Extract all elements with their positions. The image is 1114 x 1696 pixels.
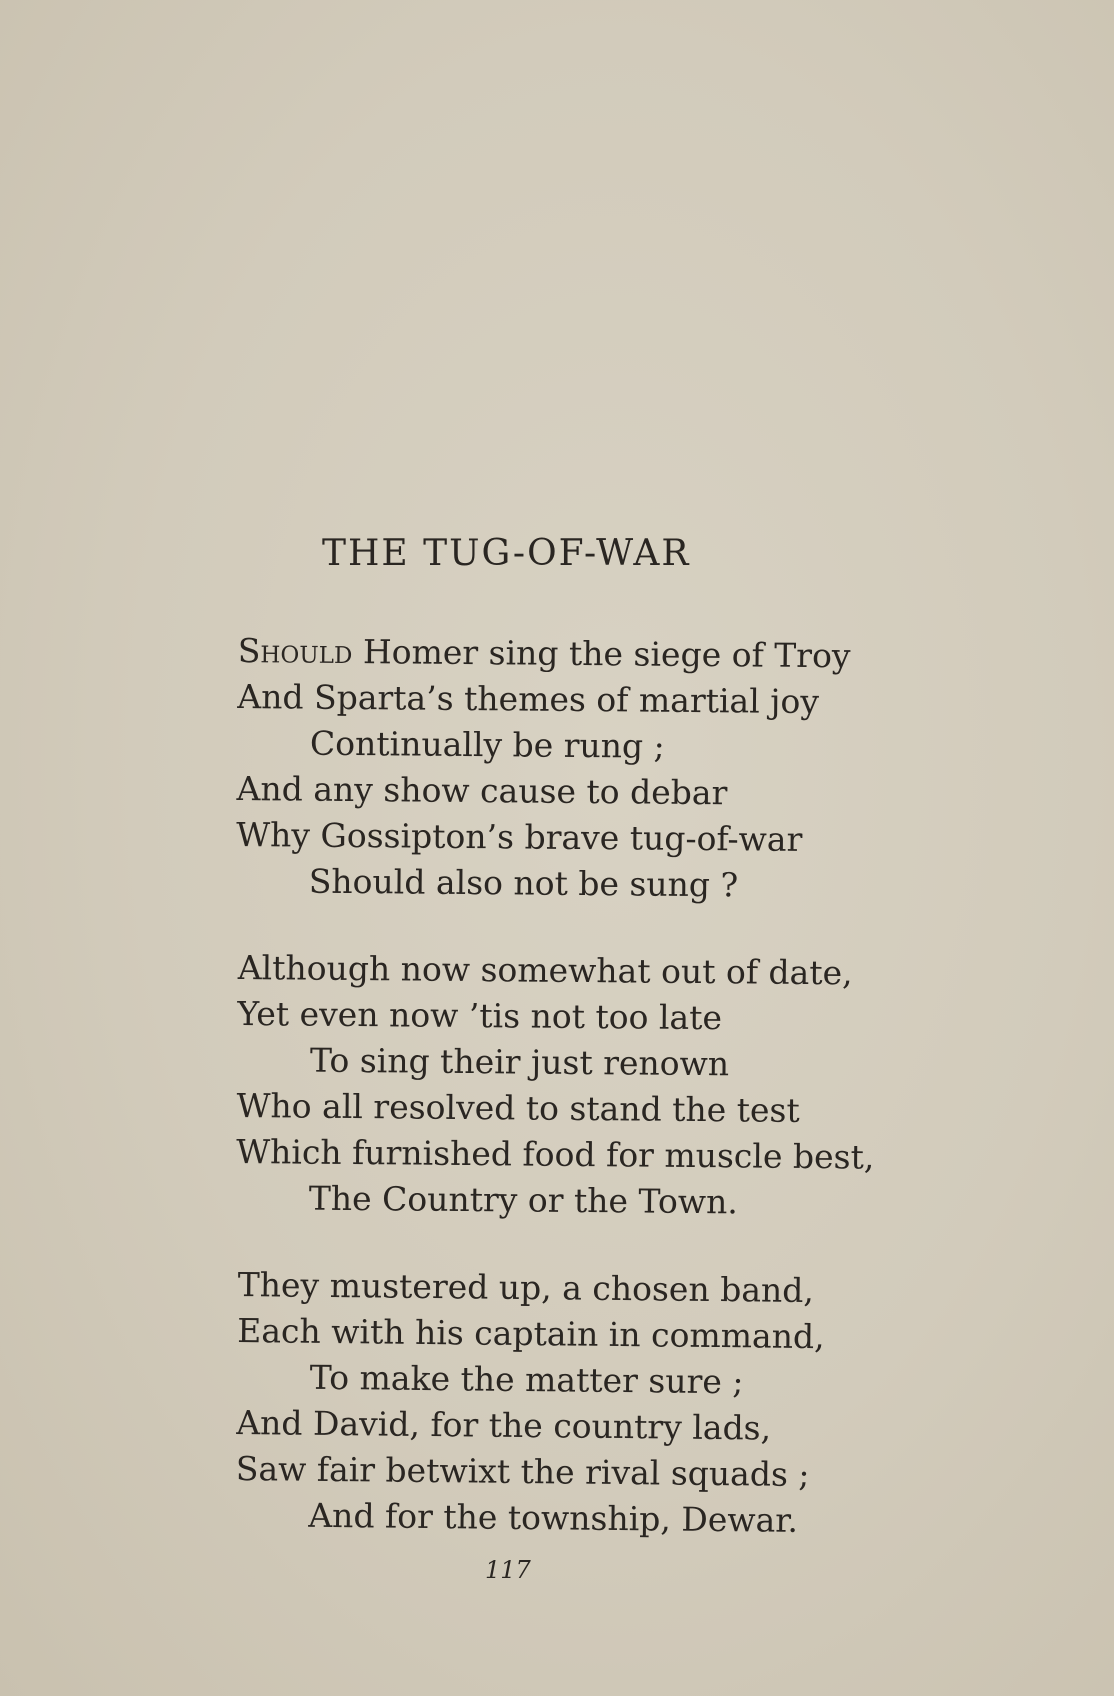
poem-line: And any show cause to debar <box>236 768 728 813</box>
poem-line: Yet even now ’tis not too late <box>237 993 723 1038</box>
poem-line-indented: Continually be rung ; <box>309 723 665 766</box>
stanza-3 <box>235 1262 878 1545</box>
poem-line: And David, for the country lads, <box>236 1402 772 1448</box>
poem-line: Saw fair betwixt the rival squads ; <box>235 1448 810 1494</box>
poem-line: Which furnished food for muscle best, <box>236 1131 875 1177</box>
drop-word: Should <box>237 630 353 671</box>
poem-line: They mustered up, a chosen band, <box>237 1264 815 1311</box>
poem-line <box>238 628 878 680</box>
poem-line-indented: To make the matter sure ; <box>309 1357 744 1402</box>
stanza-2 <box>236 945 878 1227</box>
line-text: Homer sing the siege of Troy <box>352 632 851 676</box>
poem-line-indented: Should also not be sung ? <box>308 861 739 905</box>
poem-line: Why Gossipton’s brave tug-of-war <box>236 814 803 859</box>
poem-line: Although now somewhat out of date, <box>237 947 853 993</box>
poem-line-indented: To sing their just renown <box>309 1040 730 1084</box>
stanza-1 <box>236 628 878 910</box>
poem-line-indented: The Country or the Town. <box>308 1178 739 1222</box>
page-number: 117 <box>485 1556 531 1584</box>
poem-line: Each with his captain in command, <box>237 1310 825 1357</box>
poem-line: Who all resolved to stand the test <box>236 1085 800 1130</box>
poem-line-indented: And for the township, Dewar. <box>308 1495 799 1540</box>
poem-line: And Sparta’s themes of martial joy <box>237 676 820 722</box>
poem-title: THE TUG-OF-WAR <box>322 533 691 574</box>
